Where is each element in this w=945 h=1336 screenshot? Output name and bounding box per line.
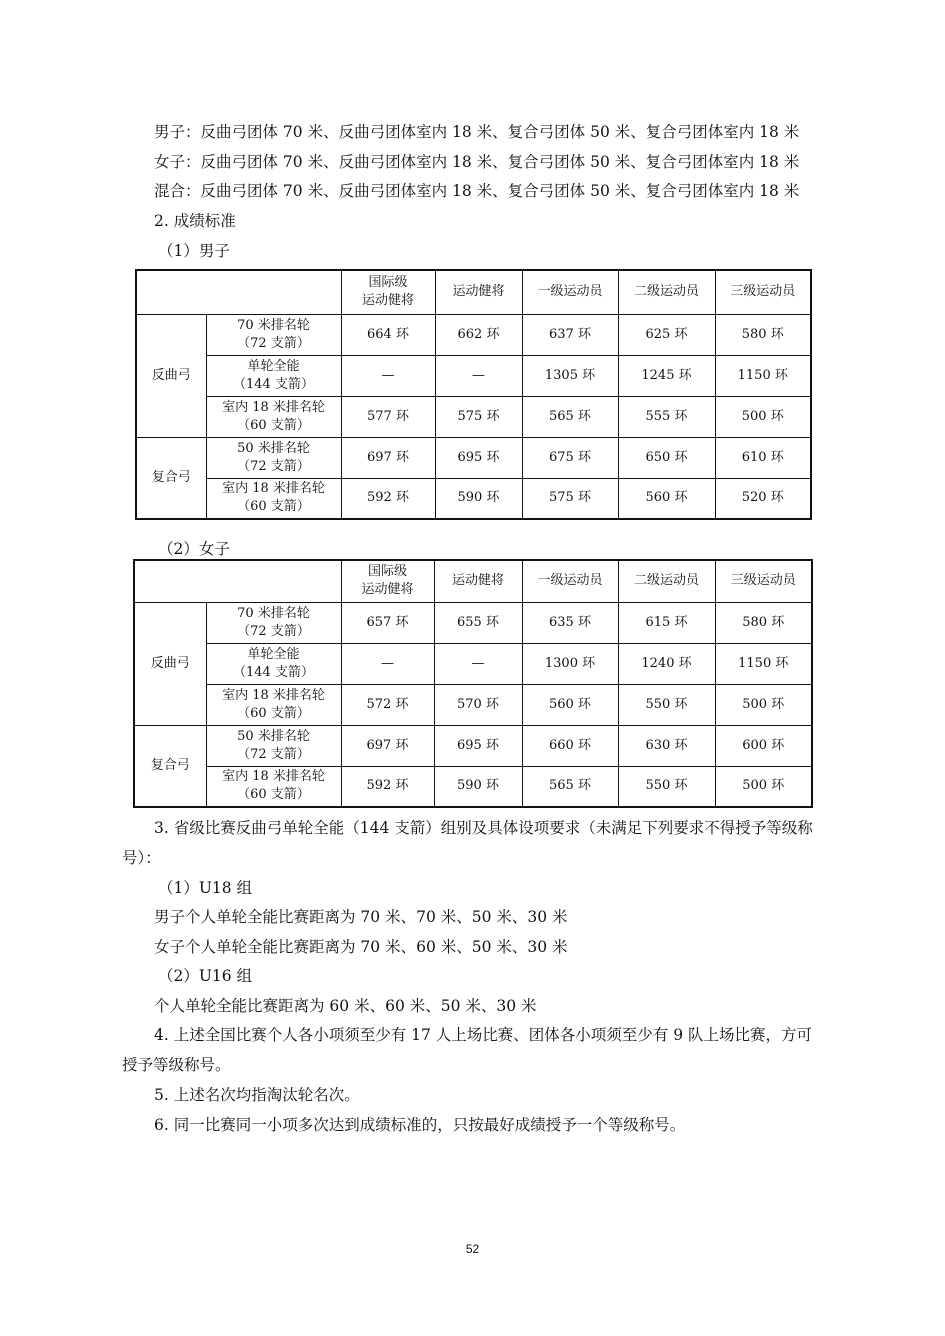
event-line: （144 支箭）	[233, 664, 314, 680]
score-cell: 572 环	[341, 684, 434, 725]
table-row	[134, 766, 812, 807]
header-first-class: 一级运动员	[522, 560, 618, 602]
women-grade-table	[133, 559, 813, 808]
event-line: （72 支箭）	[237, 623, 310, 639]
section3-paragraph: 3. 省级比赛反曲弓单轮全能（144 支箭）组别及具体设项要求（未满足下列要求不得授予等级称号）：	[122, 819, 813, 867]
header-second-class: 二级运动员	[618, 560, 715, 602]
event-line: （72 支箭）	[237, 335, 310, 351]
score-cell: 660 环	[522, 725, 618, 766]
score-cell: 662 环	[435, 314, 522, 355]
event-cell	[206, 396, 341, 437]
events-women: 女子：反曲弓团体 70 米、反曲弓团体室内 18 米、复合弓团体 50 米、复合弓团体室内 18 米	[154, 153, 800, 171]
score-cell: 1245 环	[618, 355, 715, 396]
event-line: 室内 18 米排名轮	[222, 399, 325, 415]
table-header-row	[136, 270, 811, 314]
bow-type-compound: 复合弓	[134, 725, 206, 807]
score-cell: —	[341, 643, 434, 684]
header-line: 国际级	[367, 564, 407, 580]
event-line: （60 支箭）	[237, 705, 310, 721]
score-cell: 592 环	[341, 478, 435, 519]
score-cell: 600 环	[715, 725, 812, 766]
score-cell: 575 环	[435, 396, 522, 437]
score-cell: 664 环	[341, 314, 435, 355]
score-cell: 560 环	[618, 478, 715, 519]
score-cell: 590 环	[435, 478, 522, 519]
event-line: 50 米排名轮	[237, 440, 310, 456]
event-line: 室内 18 米排名轮	[222, 769, 325, 785]
event-line: 50 米排名轮	[237, 728, 310, 744]
header-intl-master	[341, 560, 434, 602]
event-line: （60 支箭）	[237, 499, 310, 515]
event-cell	[206, 766, 341, 807]
score-cell: 695 环	[434, 725, 522, 766]
event-cell	[206, 602, 341, 643]
bow-type-recurve: 反曲弓	[136, 314, 206, 437]
event-line: 室内 18 米排名轮	[222, 687, 325, 703]
score-cell: —	[341, 355, 435, 396]
table-row	[134, 643, 812, 684]
header-third-class: 三级运动员	[715, 270, 811, 314]
score-cell: 565 环	[522, 396, 618, 437]
header-intl-master	[341, 270, 435, 314]
table-row	[134, 602, 812, 643]
page-number: 52	[465, 1242, 480, 1256]
bow-type-compound: 复合弓	[136, 437, 206, 519]
score-cell: 575 环	[522, 478, 618, 519]
score-cell: 555 环	[618, 396, 715, 437]
table-row	[136, 314, 811, 355]
score-cell: 655 环	[434, 602, 522, 643]
event-line: （72 支箭）	[237, 458, 310, 474]
score-cell: 657 环	[341, 602, 434, 643]
section4-paragraph: 4. 上述全国比赛个人各小项须至少有 17 人上场比赛、团体各小项须至少有 9 队上场比赛，方可授予等级称号。	[122, 1026, 813, 1074]
event-line: （60 支箭）	[237, 787, 310, 803]
score-cell: 520 环	[715, 478, 811, 519]
header-line: 运动健将	[361, 582, 414, 598]
header-first-class: 一级运动员	[522, 270, 618, 314]
score-cell: 1305 环	[522, 355, 618, 396]
table-header-row	[134, 560, 812, 602]
event-line: 70 米排名轮	[237, 605, 310, 621]
u16-all: 个人单轮全能比赛距离为 60 米、60 米、50 米、30 米	[154, 997, 537, 1015]
event-line: （72 支箭）	[237, 746, 310, 762]
events-mixed: 混合：反曲弓团体 70 米、反曲弓团体室内 18 米、复合弓团体 50 米、复合弓团体室内 18 米	[154, 182, 800, 200]
score-cell: 500 环	[715, 766, 812, 807]
score-cell: 560 环	[522, 684, 618, 725]
table-row	[136, 355, 811, 396]
score-cell: 637 环	[522, 314, 618, 355]
event-cell	[206, 643, 341, 684]
score-cell: 697 环	[341, 725, 434, 766]
header-line: 国际级	[368, 275, 408, 291]
score-cell: 570 环	[434, 684, 522, 725]
score-cell: 610 环	[715, 437, 811, 478]
event-cell	[206, 437, 341, 478]
score-cell: 625 环	[618, 314, 715, 355]
header-blank-cell	[134, 560, 341, 602]
score-cell: 630 环	[618, 725, 715, 766]
table-row	[134, 725, 812, 766]
event-cell	[206, 725, 341, 766]
score-cell: 675 环	[522, 437, 618, 478]
section2-title: 2. 成绩标准	[154, 212, 236, 230]
event-cell	[206, 684, 341, 725]
men-label: （1）男子	[158, 242, 230, 260]
event-line: 室内 18 米排名轮	[222, 481, 325, 497]
table-row	[136, 437, 811, 478]
score-cell: 1300 环	[522, 643, 618, 684]
score-cell: —	[435, 355, 522, 396]
u16-label: （2）U16 组	[158, 967, 253, 985]
header-second-class: 二级运动员	[618, 270, 715, 314]
score-cell: 592 环	[341, 766, 434, 807]
score-cell: 695 环	[435, 437, 522, 478]
event-cell	[206, 478, 341, 519]
score-cell: 1150 环	[715, 355, 811, 396]
u18-women: 女子个人单轮全能比赛距离为 70 米、60 米、50 米、30 米	[154, 938, 568, 956]
score-cell: 550 环	[618, 766, 715, 807]
score-cell: 580 环	[715, 602, 812, 643]
score-cell: 590 环	[434, 766, 522, 807]
score-cell: 580 环	[715, 314, 811, 355]
event-cell	[206, 314, 341, 355]
score-cell: 577 环	[341, 396, 435, 437]
u18-men: 男子个人单轮全能比赛距离为 70 米、70 米、50 米、30 米	[154, 908, 568, 926]
event-line: 单轮全能	[247, 358, 300, 374]
header-third-class: 三级运动员	[715, 560, 812, 602]
u18-label: （1）U18 组	[158, 879, 253, 897]
score-cell: 500 环	[715, 684, 812, 725]
score-cell: 550 环	[618, 684, 715, 725]
score-cell: 1150 环	[715, 643, 812, 684]
event-line: （144 支箭）	[233, 376, 314, 392]
men-grade-table	[135, 269, 812, 520]
event-line: 70 米排名轮	[237, 317, 310, 333]
header-master: 运动健将	[435, 270, 522, 314]
table-row	[134, 684, 812, 725]
table-row	[136, 478, 811, 519]
score-cell: 635 环	[522, 602, 618, 643]
score-cell: 1240 环	[618, 643, 715, 684]
event-line: 单轮全能	[247, 646, 300, 662]
score-cell: —	[434, 643, 522, 684]
event-cell	[206, 355, 341, 396]
table-row	[136, 396, 811, 437]
score-cell: 650 环	[618, 437, 715, 478]
score-cell: 565 环	[522, 766, 618, 807]
section5-paragraph: 5. 上述名次均指淘汰轮名次。	[154, 1086, 360, 1104]
header-line: 运动健将	[361, 293, 414, 309]
bow-type-recurve: 反曲弓	[134, 602, 206, 725]
header-blank-cell	[136, 270, 341, 314]
score-cell: 615 环	[618, 602, 715, 643]
header-master: 运动健将	[434, 560, 522, 602]
events-men: 男子：反曲弓团体 70 米、反曲弓团体室内 18 米、复合弓团体 50 米、复合弓团体室内 18 米	[154, 123, 800, 141]
women-label: （2）女子	[158, 540, 230, 558]
section6-paragraph: 6. 同一比赛同一小项多次达到成绩标准的，只按最好成绩授予一个等级称号。	[154, 1116, 686, 1134]
event-line: （60 支箭）	[237, 417, 310, 433]
score-cell: 697 环	[341, 437, 435, 478]
score-cell: 500 环	[715, 396, 811, 437]
